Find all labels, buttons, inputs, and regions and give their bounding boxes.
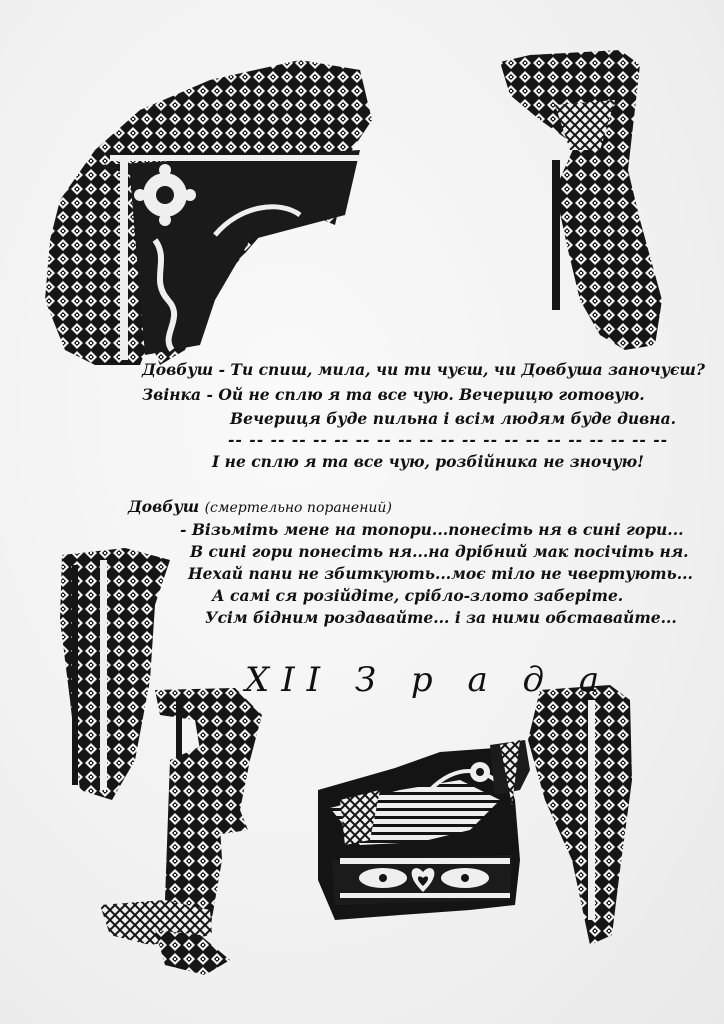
dialogue-line-2 <box>142 385 645 404</box>
verse-text: І не сплю я та все чую, розбійника не зночую! <box>212 452 644 471</box>
embroidery-mid-left <box>60 548 170 800</box>
embroidery-top-right <box>500 50 662 350</box>
separator-line: -- -- -- -- -- -- -- -- -- -- -- -- -- -- -- -- -- -- -- -- -- <box>228 430 669 449</box>
verse-text: Вечериця буде пильна і всім людям буде дивна. <box>230 409 677 428</box>
embroidery-bottom-right <box>528 685 632 945</box>
dialogue-line-3 <box>230 409 676 428</box>
chapter-number: XII <box>245 660 333 700</box>
embroidery-top-left <box>45 60 372 365</box>
chapter-title: З р а д а <box>354 660 612 700</box>
monologue-line: - Візьміть мене на топори...понесіть ня в сині гори... <box>180 520 684 539</box>
dialogue-line-4 <box>212 452 644 471</box>
chapter-heading <box>245 660 611 700</box>
verse-text: - Ой не сплю я та все чую. Вечерицю готовую. <box>206 385 645 404</box>
speaker-name: Звінка <box>142 385 202 404</box>
speaker-name: Довбуш <box>142 360 214 379</box>
monologue-line: В сині гори понесіть ня...на дрібний мак посічіть ня. <box>190 542 689 561</box>
dialogue-line-1 <box>142 360 705 379</box>
monologue-line: Усім бідним роздавайте... і за ними обставайте... <box>205 608 677 627</box>
verse-text: - Ти спиш, мила, чи ти чуєш, чи Довбуша заночуєш? <box>218 360 705 379</box>
monologue-line: Нехай пани не збиткують...моє тіло не чвертують... <box>188 564 693 583</box>
monologue-line: А самі ся розійдіте, срібло-злото заберіте. <box>212 586 624 605</box>
stage-direction: (смертельно поранений) <box>204 500 392 516</box>
speaker-name: Довбуш <box>128 497 200 516</box>
monologue-speaker-line <box>128 497 392 516</box>
woodcut-illustration <box>318 740 530 920</box>
